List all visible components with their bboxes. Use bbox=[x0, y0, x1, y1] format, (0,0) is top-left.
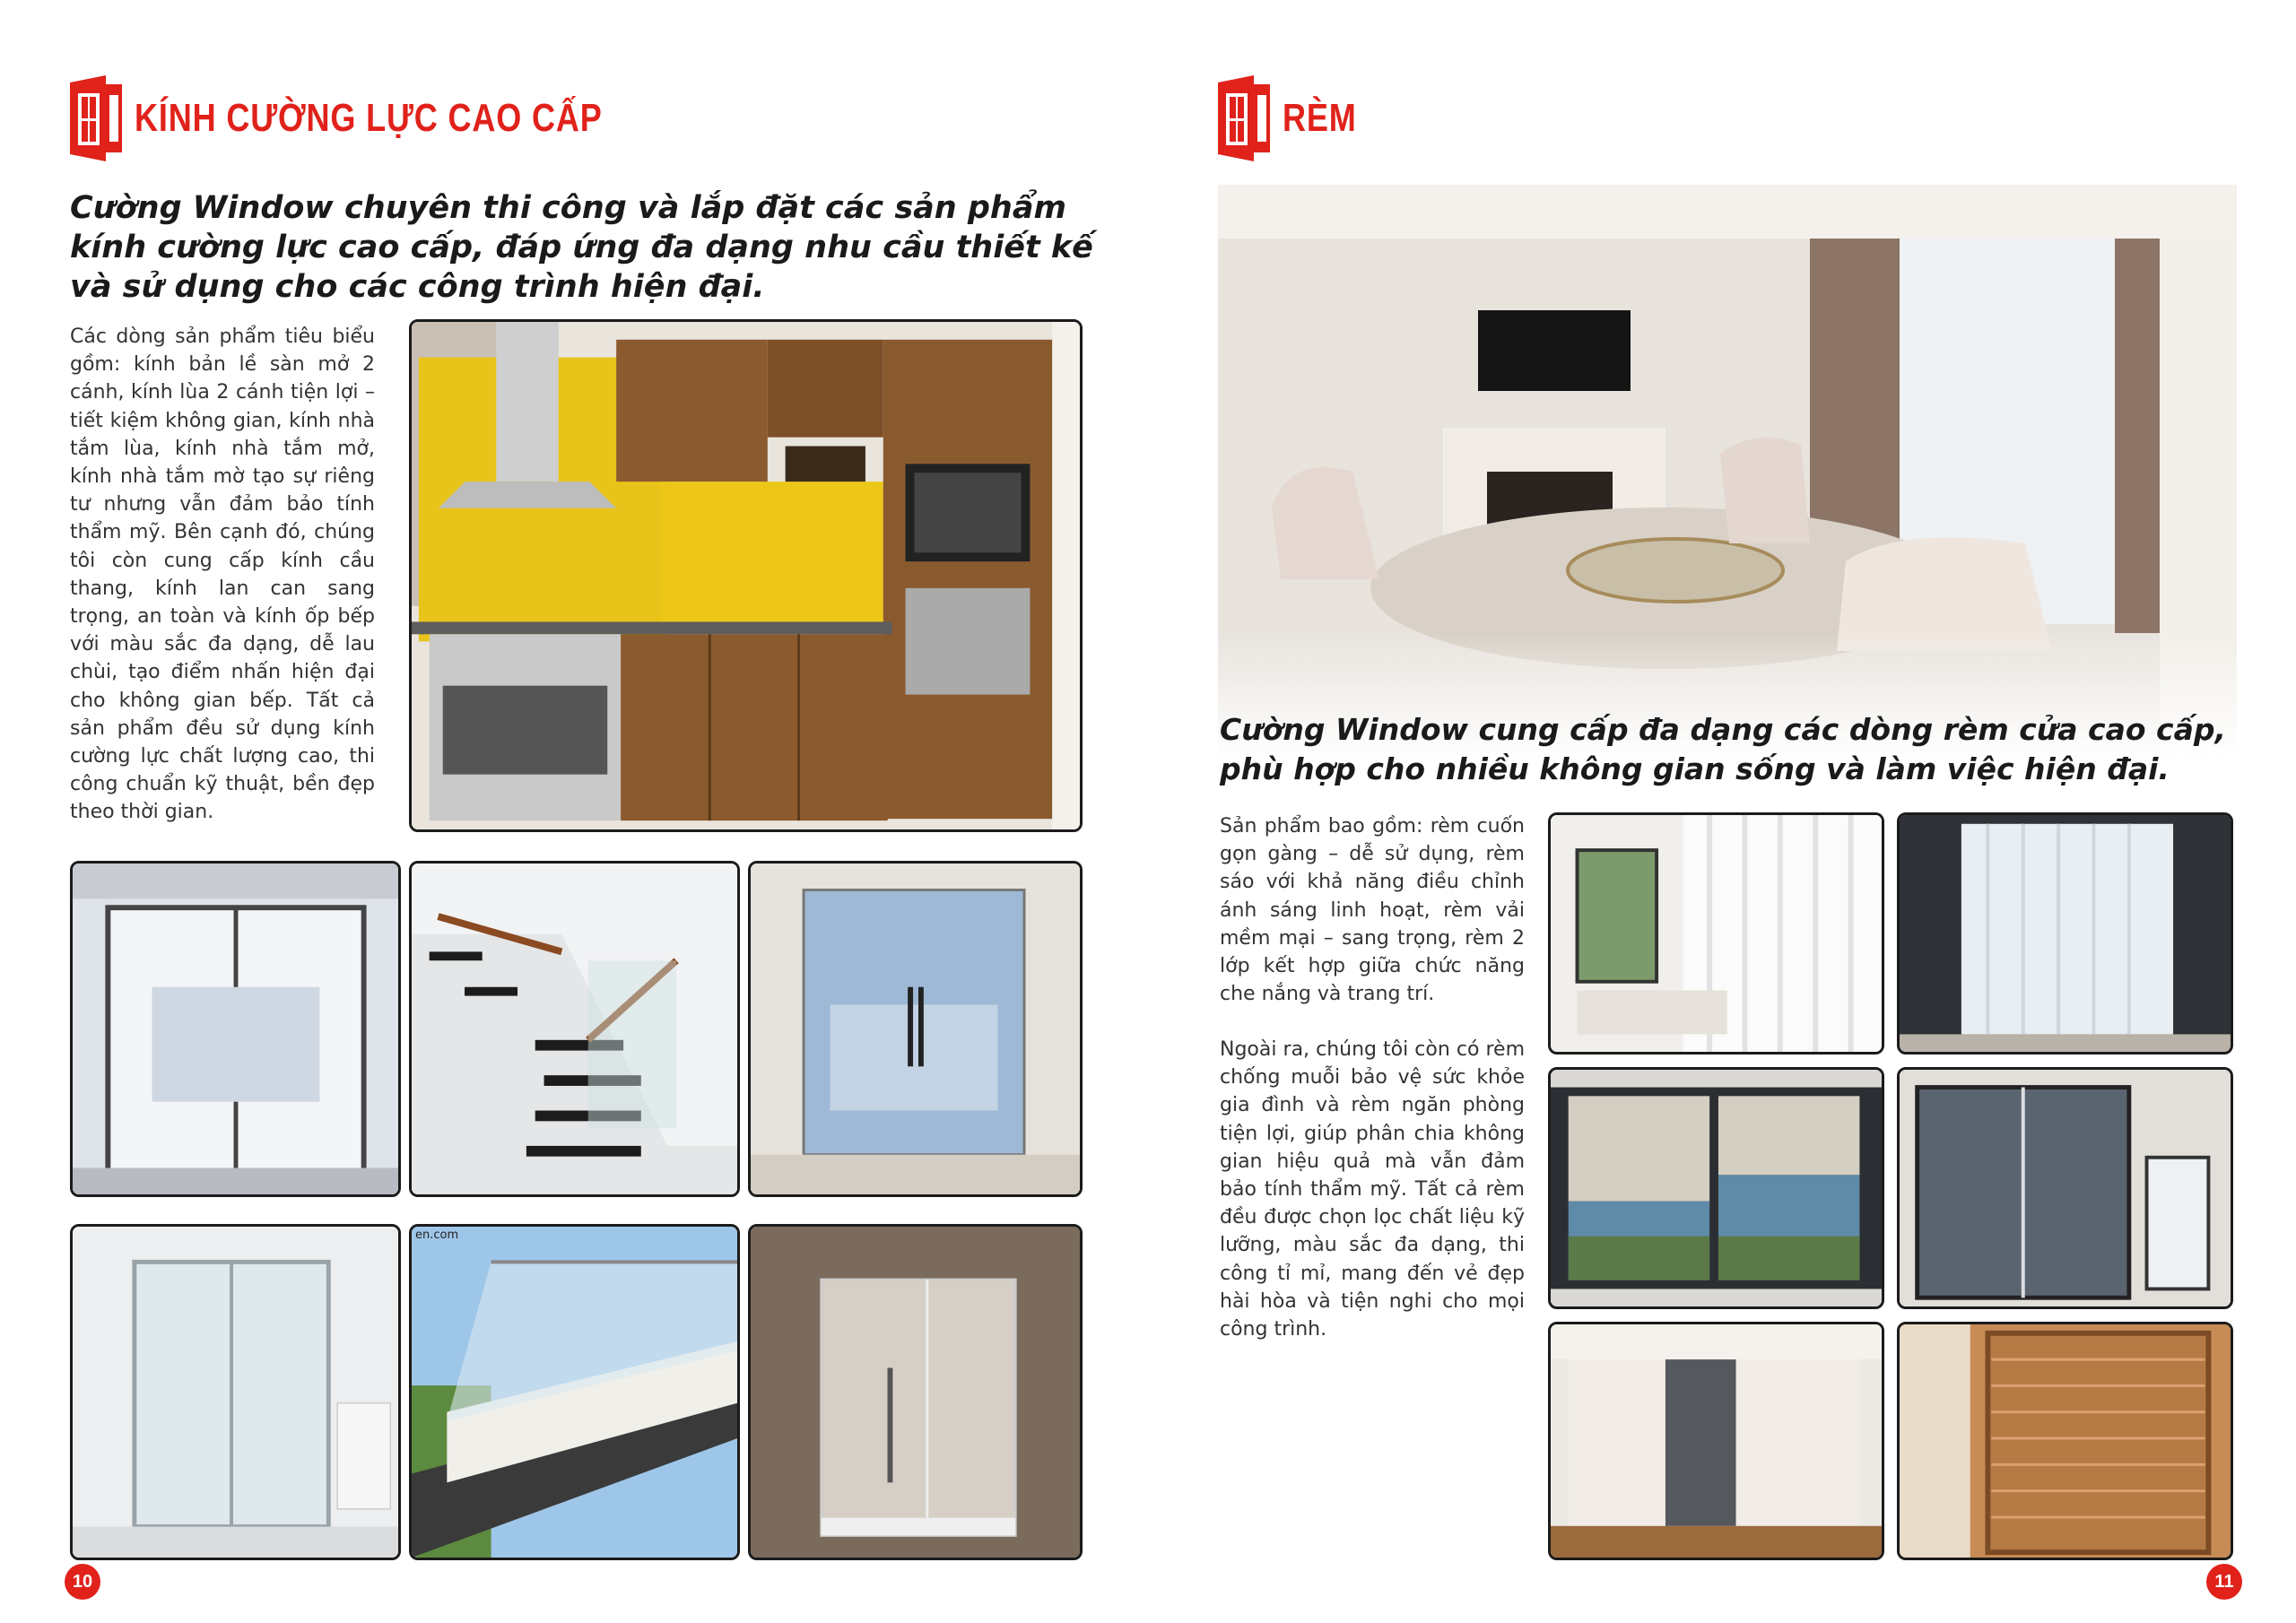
body-paragraph-2: Ngoài ra, chúng tôi còn có rèm chống muỗi bảo vệ sức khỏe gia đình và rèm ngăn phòng tiện lợi, giúp phân chia không gian hiệu quả mà vẫn đảm bảo tính thẩm mỹ. Tất cả rèm đều được chọn lọc chất liệu kỹ lưỡng, màu sắc đa dạng, thi công tỉ mỉ, mang đến vẻ đẹp hài hòa và tiện nghi cho mọi công trình. bbox=[1220, 1038, 1525, 1341]
sliding-glass-door-photo bbox=[70, 861, 401, 1197]
page-number-left: 10 bbox=[65, 1564, 100, 1600]
sheer-curtain-bedroom-photo bbox=[1548, 812, 1884, 1055]
venetian-blind-photo bbox=[1897, 1322, 2233, 1560]
fabric-curtain-room-photo bbox=[1548, 1322, 1884, 1560]
section-title: RÈM bbox=[1283, 96, 1357, 140]
page-number-right: 11 bbox=[2206, 1564, 2242, 1600]
roller-blind-photo bbox=[1548, 1067, 1884, 1309]
shower-glass-photo bbox=[70, 1224, 401, 1560]
window-logo-icon bbox=[1218, 75, 1270, 161]
body-paragraph: Các dòng sản phẩm tiêu biểu gồm: kính bản lề sàn mở 2 cánh, kính lùa 2 cánh tiện lợi – tiết kiệm không gian, kính nhà tắm lùa, kính nhà tắm mở, kính nhà tắm mờ tạo sự riêng tư nhưng vẫn đảm bảo tính thẩm mỹ. Bên cạnh đó, chúng tôi còn cung cấp kính cầu thang, kính lan can sang trọng, an toàn và kính ốp bếp với màu sắc đa dạng, dễ lau chùi, tạo điểm nhấn hiện đại cho không gian bếp. Tất cả sản phẩm đều sử dụng kính cường lực chất lượng cao, thi công chuẩn kỹ thuật, bền đẹp theo thời gian. bbox=[70, 325, 375, 824]
hero-caption: Cường Window cung cấp đa dạng các dòng rèm cửa cao cấp, phù hợp cho nhiều không gian sống và làm việc hiện đại. bbox=[1220, 712, 2227, 786]
section-header-glass bbox=[70, 75, 705, 161]
section-header-curtains bbox=[1218, 75, 1373, 161]
window-logo-icon bbox=[70, 75, 122, 161]
kitchen-glass-photo bbox=[409, 319, 1083, 832]
double-layer-curtain-photo bbox=[1897, 812, 2233, 1055]
glass-staircase-photo bbox=[409, 861, 740, 1197]
watermark-text: en.com bbox=[415, 1228, 459, 1242]
living-room-hero-photo bbox=[1218, 185, 2237, 759]
body-paragraph-1: Sản phẩm bao gồm: rèm cuốn gọn gàng – dễ sử dụng, rèm sáo với khả năng điều chỉnh ánh sáng linh hoạt, rèm vải mềm mại – sang trọng, rèm 2 lớp kết hợp giữa chức năng che nắng và trang trí. bbox=[1220, 815, 1525, 1006]
mosquito-screen-door-photo bbox=[1897, 1067, 2233, 1309]
section-title: KÍNH CƯỜNG LỰC CAO CẤP bbox=[135, 96, 603, 140]
frosted-shower-enclosure-photo bbox=[748, 1224, 1083, 1560]
glass-balcony-railing-photo bbox=[409, 1224, 740, 1560]
lead-paragraph: Cường Window chuyên thi công và lắp đặt các sản phẩm kính cường lực cao cấp, đáp ứng đa dạng nhu cầu thiết kế và sử dụng cho các công trình hiện đại. bbox=[70, 190, 1093, 305]
glass-swing-door-photo bbox=[748, 861, 1083, 1197]
